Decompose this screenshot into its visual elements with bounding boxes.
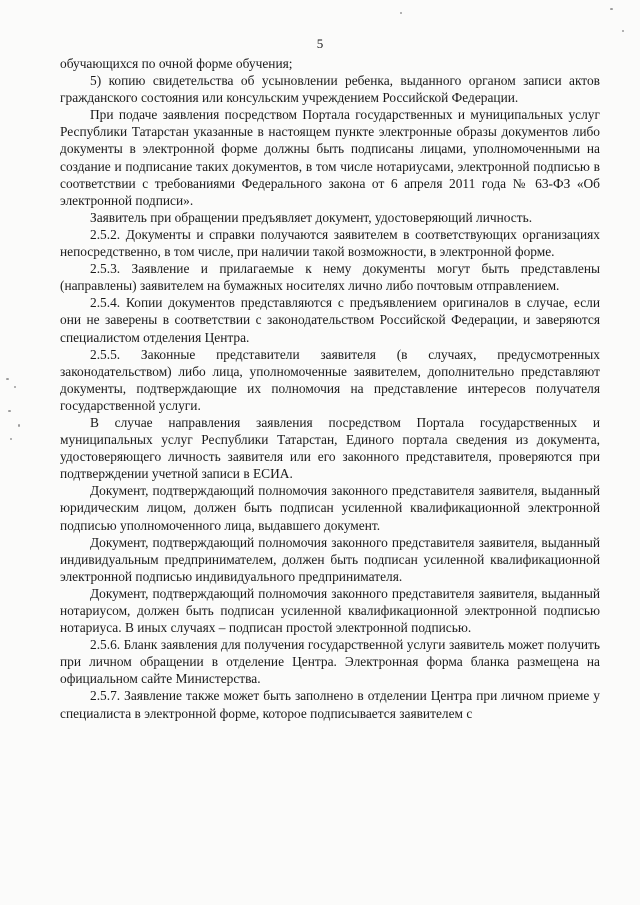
- scan-speck: [18, 424, 20, 427]
- paragraph: Заявитель при обращении предъявляет документ, удостоверяющий личность.: [90, 209, 533, 225]
- paragraph: 2.5.4. Копии документов представляются с предъявлением оригиналов в случае, если они не заверены в соответствии с законодательством Российской Федерации, и заверяются специалистом отделения Центра.: [60, 295, 600, 345]
- paragraph: 2.5.6. Бланк заявления для получения государственной услуги заявитель может получить при личном обращении в отделение Центра. Электронная форма бланка размещена на официальном сайте Министерства.: [60, 637, 600, 687]
- paragraph: Документ, подтверждающий полномочия законного представителя заявителя, выданный нотариусом, должен быть подписан усиленной квалификационной электронной подписью нотариуса. В иных случаях – подписан простой электронной подписью.: [60, 585, 600, 636]
- paragraph: 5) копию свидетельства об усыновлении ребенка, выданного органом записи актов гражданского состояния или консульским учреждением Российской Федерации.: [60, 73, 600, 106]
- scan-speck: [10, 438, 12, 440]
- paragraph: При подаче заявления посредством Портала государственных и муниципальных услуг Республики Татарстан указанные в настоящем пункте электронные образы документов либо документы в электронной форме должны быть подписаны лицами, уполномоченными на создание и подписание таких документов, в том числе нотариусами, электронной подписью в соответствии с требованиями Федерального закона от 6 апреля 2011 года № 63-ФЗ «Об электронной подписи».: [60, 107, 600, 208]
- paragraph: 2.5.3. Заявление и прилагаемые к нему документы могут быть представлены (направлены) заявителем на бумажных носителях лично либо почтовым отправлением.: [60, 261, 600, 294]
- document-body: [60, 55, 600, 722]
- page-number: 5: [316, 36, 324, 51]
- paragraph: 2.5.7. Заявление также может быть заполнено в отделении Центра при личном приеме у специалиста в электронной форме, которое подписывается заявителем с: [60, 688, 600, 721]
- paragraph: 2.5.2. Документы и справки получаются заявителем в соответствующих организациях непосредственно, в том числе, при наличии такой возможности, в электронной форме.: [60, 226, 600, 260]
- scan-speck: [610, 8, 613, 10]
- paragraph: 2.5.5. Законные представители заявителя (в случаях, предусмотренных законодательством) либо лица, уполномоченные заявителем, дополнительно представляют документы, подтверждающие их полномочия на представление интересов получателя государственной услуги.: [60, 346, 600, 413]
- scan-speck: [6, 378, 9, 380]
- paragraph: обучающихся по очной форме обучения;: [60, 56, 293, 71]
- paragraph: Документ, подтверждающий полномочия законного представителя заявителя, выданный индивидуальным предпринимателем, должен быть подписан усиленной квалификационной электронной подписью индивидуального предпринимателя.: [60, 534, 600, 584]
- scan-speck: [622, 30, 624, 32]
- paragraph: Документ, подтверждающий полномочия законного представителя заявителя, выданный юридическим лицом, должен быть подписан усиленной квалификационной электронной подписью уполномоченного лица, выдавшего документ.: [60, 483, 600, 533]
- scan-speck: [400, 12, 402, 14]
- scan-speck: [14, 386, 16, 388]
- scan-speck: [8, 410, 11, 412]
- paragraph: В случае направления заявления посредством Портала государственных и муниципальных услуг Республики Татарстан, Единого портала сведения из документа, удостоверяющего личность заявителя или его законного представителя, проверяются при подтверждении учетной записи в ЕСИА.: [60, 414, 600, 482]
